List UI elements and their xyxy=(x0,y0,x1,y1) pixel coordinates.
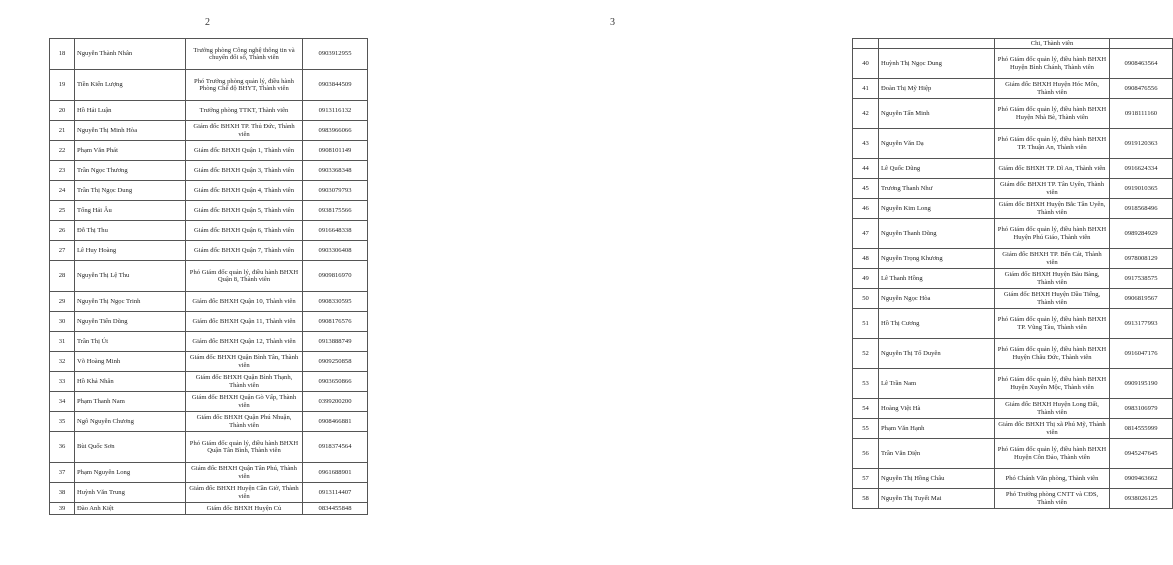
name-cell: Huỳnh Thị Ngọc Dung xyxy=(879,49,995,79)
stt-cell: 43 xyxy=(853,129,879,159)
name-cell: Hồ Hải Luận xyxy=(75,101,186,121)
phone-cell: 0908176576 xyxy=(303,312,368,332)
stt-cell: 39 xyxy=(50,503,75,515)
phone-cell: 0913116132 xyxy=(303,101,368,121)
role-cell: Phó Chánh Văn phòng, Thành viên xyxy=(995,469,1110,489)
phone-cell: 0938175566 xyxy=(303,201,368,221)
table-row xyxy=(50,121,368,141)
table-row xyxy=(853,469,1173,489)
stt-cell: 38 xyxy=(50,483,75,503)
stt-cell: 56 xyxy=(853,439,879,469)
table-row xyxy=(853,219,1173,249)
role-cell: Giám đốc BHXH Huyện Hóc Môn, Thành viên xyxy=(995,79,1110,99)
table-row xyxy=(50,181,368,201)
phone-cell: 0903368348 xyxy=(303,161,368,181)
name-cell: Nguyễn Thanh Dũng xyxy=(879,219,995,249)
stt-cell: 33 xyxy=(50,372,75,392)
stt-cell: 52 xyxy=(853,339,879,369)
name-cell: Nguyễn Ngọc Hòa xyxy=(879,289,995,309)
table-row xyxy=(50,372,368,392)
role-cell: Phó Giám đốc quản lý, điều hành BHXH Quận 8, Thành viên xyxy=(186,261,303,292)
stt-cell: 23 xyxy=(50,161,75,181)
role-cell: Chi, Thành viên xyxy=(995,39,1110,49)
phone-cell: 0919120363 xyxy=(1110,129,1173,159)
stt-cell: 45 xyxy=(853,179,879,199)
name-cell: Hồ Khả Nhân xyxy=(75,372,186,392)
name-cell: Phạm Văn Phát xyxy=(75,141,186,161)
stt-cell: 27 xyxy=(50,241,75,261)
phone-cell: 0961688901 xyxy=(303,463,368,483)
name-cell: Bùi Quốc Sơn xyxy=(75,432,186,463)
name-cell: Đào Anh Kiệt xyxy=(75,503,186,515)
role-cell: Phó Giám đốc quản lý, điều hành BHXH Huyện Bình Chánh, Thành viên xyxy=(995,49,1110,79)
phone-cell: 0909816970 xyxy=(303,261,368,292)
role-cell: Phó Giám đốc quản lý, điều hành BHXH Huyện Nhà Bè, Thành viên xyxy=(995,99,1110,129)
stt-cell: 44 xyxy=(853,159,879,179)
table-row xyxy=(50,392,368,412)
stt-cell: 35 xyxy=(50,412,75,432)
phone-cell: 0916624334 xyxy=(1110,159,1173,179)
role-cell: Giám đốc BHXH TP. Tân Uyên, Thành viên xyxy=(995,179,1110,199)
table-row xyxy=(853,289,1173,309)
role-cell: Phó Giám đốc quản lý, điều hành BHXH Huyện Côn Đảo, Thành viên xyxy=(995,439,1110,469)
name-cell: Hồ Thị Cương xyxy=(879,309,995,339)
table-row xyxy=(50,261,368,292)
table-row xyxy=(50,39,368,70)
stt-cell: 18 xyxy=(50,39,75,70)
phone-cell: 0945247645 xyxy=(1110,439,1173,469)
table-row xyxy=(50,201,368,221)
role-cell: Giám đốc BHXH Thị xã Phú Mỹ, Thành viên xyxy=(995,419,1110,439)
table-row xyxy=(50,101,368,121)
table-row xyxy=(50,221,368,241)
name-cell: Tống Hải Âu xyxy=(75,201,186,221)
name-cell: Nguyễn Thị Tuyết Mai xyxy=(879,489,995,509)
role-cell: Giám đốc BHXH Quận 7, Thành viên xyxy=(186,241,303,261)
stt-cell: 24 xyxy=(50,181,75,201)
table-row xyxy=(50,312,368,332)
table-row xyxy=(50,292,368,312)
phone-cell: 0989284929 xyxy=(1110,219,1173,249)
phone-cell: 0983106979 xyxy=(1110,399,1173,419)
phone-cell: 0908330595 xyxy=(303,292,368,312)
role-cell: Giám đốc BHXH Quận 4, Thành viên xyxy=(186,181,303,201)
phone-cell: 0909250858 xyxy=(303,352,368,372)
phone-cell: 0913114407 xyxy=(303,483,368,503)
table-row xyxy=(853,369,1173,399)
name-cell: Trần Thị Ngọc Dung xyxy=(75,181,186,201)
stt-cell: 22 xyxy=(50,141,75,161)
role-cell: Giám đốc BHXH TP. Thủ Đức, Thành viên xyxy=(186,121,303,141)
name-cell: Nguyễn Thị Lệ Thu xyxy=(75,261,186,292)
role-cell: Giám đốc BHXH Quận Tân Phú, Thành viên xyxy=(186,463,303,483)
name-cell: Lê Trần Nam xyxy=(879,369,995,399)
staff-table xyxy=(49,38,368,515)
stt-cell: 20 xyxy=(50,101,75,121)
name-cell: Tiền Kiến Lượng xyxy=(75,70,186,101)
name-cell: Trần Văn Diện xyxy=(879,439,995,469)
staff-table-body xyxy=(853,39,1173,509)
phone-cell xyxy=(1110,39,1173,49)
stt-cell: 47 xyxy=(853,219,879,249)
stt-cell: 54 xyxy=(853,399,879,419)
name-cell: Ngô Nguyễn Chương xyxy=(75,412,186,432)
phone-cell: 0908476556 xyxy=(1110,79,1173,99)
name-cell: Đoàn Thị Mỹ Hiệp xyxy=(879,79,995,99)
stt-cell: 55 xyxy=(853,419,879,439)
role-cell: Phó Giám đốc quản lý, điều hành BHXH Quận Tân Bình, Thành viên xyxy=(186,432,303,463)
name-cell: Nguyễn Thành Nhân xyxy=(75,39,186,70)
role-cell: Giám đốc BHXH Quận Gò Vấp, Thành viên xyxy=(186,392,303,412)
stt-cell: 57 xyxy=(853,469,879,489)
role-cell: Giám đốc BHXH Quận 5, Thành viên xyxy=(186,201,303,221)
table-row xyxy=(853,129,1173,159)
phone-cell: 0399200200 xyxy=(303,392,368,412)
staff-table xyxy=(852,38,1173,509)
phone-cell: 0908466881 xyxy=(303,412,368,432)
stt-cell: 25 xyxy=(50,201,75,221)
name-cell: Nguyễn Trọng Khương xyxy=(879,249,995,269)
table-row xyxy=(853,419,1173,439)
stt-cell: 31 xyxy=(50,332,75,352)
table-row xyxy=(50,483,368,503)
role-cell: Giám đốc BHXH Quận 6, Thành viên xyxy=(186,221,303,241)
name-cell: Võ Hoàng Minh xyxy=(75,352,186,372)
name-cell: Trương Thanh Như xyxy=(879,179,995,199)
role-cell: Phó Giám đốc quản lý, điều hành BHXH TP. Vũng Tàu, Thành viên xyxy=(995,309,1110,339)
page-3 xyxy=(400,0,1158,565)
name-cell: Nguyễn Thị Minh Hòa xyxy=(75,121,186,141)
stt-cell: 26 xyxy=(50,221,75,241)
role-cell: Giám đốc BHXH Huyện Dầu Tiếng, Thành viên xyxy=(995,289,1110,309)
table-row xyxy=(853,309,1173,339)
phone-cell: 0913888749 xyxy=(303,332,368,352)
stt-cell: 28 xyxy=(50,261,75,292)
table-row xyxy=(853,159,1173,179)
stt-cell: 34 xyxy=(50,392,75,412)
role-cell: Phó Trưởng phòng CNTT và CĐS, Thành viên xyxy=(995,489,1110,509)
name-cell: Lê Thanh Hồng xyxy=(879,269,995,289)
table-row xyxy=(50,141,368,161)
table-row xyxy=(853,399,1173,419)
phone-cell: 0919010365 xyxy=(1110,179,1173,199)
stt-cell: 53 xyxy=(853,369,879,399)
name-cell: Trần Thị Út xyxy=(75,332,186,352)
phone-cell: 0918568496 xyxy=(1110,199,1173,219)
table-row xyxy=(853,489,1173,509)
phone-cell: 0916047176 xyxy=(1110,339,1173,369)
role-cell: Giám đốc BHXH Quận 10, Thành viên xyxy=(186,292,303,312)
table-row xyxy=(853,439,1173,469)
table-row xyxy=(50,70,368,101)
name-cell: Phạm Văn Hạnh xyxy=(879,419,995,439)
name-cell: Nguyễn Thị Ngọc Trinh xyxy=(75,292,186,312)
role-cell: Giám đốc BHXH Quận Bình Thạnh, Thành viên xyxy=(186,372,303,392)
table-row xyxy=(50,432,368,463)
phone-cell: 0906819567 xyxy=(1110,289,1173,309)
table-row xyxy=(50,241,368,261)
name-cell: Nguyễn Thị Tố Duyên xyxy=(879,339,995,369)
table-row xyxy=(853,99,1173,129)
stt-cell: 30 xyxy=(50,312,75,332)
table-row xyxy=(50,332,368,352)
page-number: 2 xyxy=(205,17,210,28)
phone-cell: 0918374564 xyxy=(303,432,368,463)
table-row xyxy=(50,503,368,515)
phone-cell: 0903306408 xyxy=(303,241,368,261)
role-cell: Giám đốc BHXH TP. Bến Cát, Thành viên xyxy=(995,249,1110,269)
name-cell: Huỳnh Văn Trung xyxy=(75,483,186,503)
role-cell: Giám đốc BHXH Quận 11, Thành viên xyxy=(186,312,303,332)
name-cell: Nguyễn Tấn Minh xyxy=(879,99,995,129)
role-cell: Trưởng phòng TTKT, Thành viên xyxy=(186,101,303,121)
name-cell: Phạm Thanh Nam xyxy=(75,392,186,412)
table-row xyxy=(853,49,1173,79)
stt-cell: 41 xyxy=(853,79,879,99)
role-cell: Giám đốc BHXH Huyện Long Đất, Thành viên xyxy=(995,399,1110,419)
name-cell xyxy=(879,39,995,49)
name-cell: Nguyễn Văn Dạ xyxy=(879,129,995,159)
phone-cell: 0916648338 xyxy=(303,221,368,241)
stt-cell: 50 xyxy=(853,289,879,309)
name-cell: Nguyễn Tiến Dũng xyxy=(75,312,186,332)
phone-cell: 0908101149 xyxy=(303,141,368,161)
name-cell: Hoàng Việt Hà xyxy=(879,399,995,419)
stt-cell: 21 xyxy=(50,121,75,141)
stt-cell xyxy=(853,39,879,49)
name-cell: Phạm Nguyên Long xyxy=(75,463,186,483)
stt-cell: 48 xyxy=(853,249,879,269)
table-row xyxy=(853,339,1173,369)
phone-cell: 0978008129 xyxy=(1110,249,1173,269)
table-row xyxy=(50,161,368,181)
role-cell: Phó Trưởng phòng quản lý, điều hành Phòng Chế độ BHYT, Thành viên xyxy=(186,70,303,101)
role-cell: Phó Giám đốc quản lý, điều hành BHXH Huyện Phú Giáo, Thành viên xyxy=(995,219,1110,249)
role-cell: Giám đốc BHXH Quận 12, Thành viên xyxy=(186,332,303,352)
table-row xyxy=(50,352,368,372)
table-row xyxy=(50,463,368,483)
phone-cell: 0917538575 xyxy=(1110,269,1173,289)
name-cell: Lê Huy Hoàng xyxy=(75,241,186,261)
table-row xyxy=(50,412,368,432)
role-cell: Giám đốc BHXH Quận Phú Nhuận, Thành viên xyxy=(186,412,303,432)
stt-cell: 58 xyxy=(853,489,879,509)
role-cell: Giám đốc BHXH Huyện Củ xyxy=(186,503,303,515)
role-cell: Giám đốc BHXH Huyện Bắc Tân Uyên, Thành viên xyxy=(995,199,1110,219)
stt-cell: 32 xyxy=(50,352,75,372)
phone-cell: 0903912955 xyxy=(303,39,368,70)
name-cell: Lê Quốc Dũng xyxy=(879,159,995,179)
stt-cell: 49 xyxy=(853,269,879,289)
role-cell: Giám đốc BHXH Huyện Bàu Bàng, Thành viên xyxy=(995,269,1110,289)
phone-cell: 0834455848 xyxy=(303,503,368,515)
phone-cell: 0938026125 xyxy=(1110,489,1173,509)
phone-cell: 0983966066 xyxy=(303,121,368,141)
role-cell: Phó Giám đốc quản lý, điều hành BHXH TP. Thuận An, Thành viên xyxy=(995,129,1110,159)
stt-cell: 36 xyxy=(50,432,75,463)
staff-table-body xyxy=(50,39,368,515)
phone-cell: 0909463662 xyxy=(1110,469,1173,489)
stt-cell: 51 xyxy=(853,309,879,339)
phone-cell: 0908463564 xyxy=(1110,49,1173,79)
table-row xyxy=(853,179,1173,199)
phone-cell: 0903650866 xyxy=(303,372,368,392)
phone-cell: 0814555999 xyxy=(1110,419,1173,439)
stt-cell: 42 xyxy=(853,99,879,129)
table-row xyxy=(853,79,1173,99)
page-number: 3 xyxy=(610,17,615,28)
stt-cell: 46 xyxy=(853,199,879,219)
name-cell: Nguyễn Kim Long xyxy=(879,199,995,219)
stt-cell: 29 xyxy=(50,292,75,312)
phone-cell: 0909195190 xyxy=(1110,369,1173,399)
name-cell: Trần Ngọc Thương xyxy=(75,161,186,181)
stt-cell: 19 xyxy=(50,70,75,101)
phone-cell: 0903844509 xyxy=(303,70,368,101)
table-row xyxy=(853,39,1173,49)
role-cell: Phó Giám đốc quản lý, điều hành BHXH Huyện Xuyên Mộc, Thành viên xyxy=(995,369,1110,399)
phone-cell: 0913177993 xyxy=(1110,309,1173,339)
page-2 xyxy=(0,0,400,565)
role-cell: Giám đốc BHXH Quận 1, Thành viên xyxy=(186,141,303,161)
role-cell: Giám đốc BHXH Quận Bình Tân, Thành viên xyxy=(186,352,303,372)
role-cell: Giám đốc BHXH Quận 3, Thành viên xyxy=(186,161,303,181)
role-cell: Phó Giám đốc quản lý, điều hành BHXH Huyện Châu Đức, Thành viên xyxy=(995,339,1110,369)
stt-cell: 40 xyxy=(853,49,879,79)
name-cell: Đỗ Thị Thu xyxy=(75,221,186,241)
table-row xyxy=(853,249,1173,269)
role-cell: Trưởng phòng Công nghệ thông tin và chuyển đổi số, Thành viên xyxy=(186,39,303,70)
name-cell: Nguyễn Thị Hồng Châu xyxy=(879,469,995,489)
role-cell: Giám đốc BHXH Huyện Cần Giờ, Thành viên xyxy=(186,483,303,503)
table-row xyxy=(853,269,1173,289)
role-cell: Giám đốc BHXH TP. Dĩ An, Thành viên xyxy=(995,159,1110,179)
stt-cell: 37 xyxy=(50,463,75,483)
phone-cell: 0918111160 xyxy=(1110,99,1173,129)
phone-cell: 0903079793 xyxy=(303,181,368,201)
table-row xyxy=(853,199,1173,219)
